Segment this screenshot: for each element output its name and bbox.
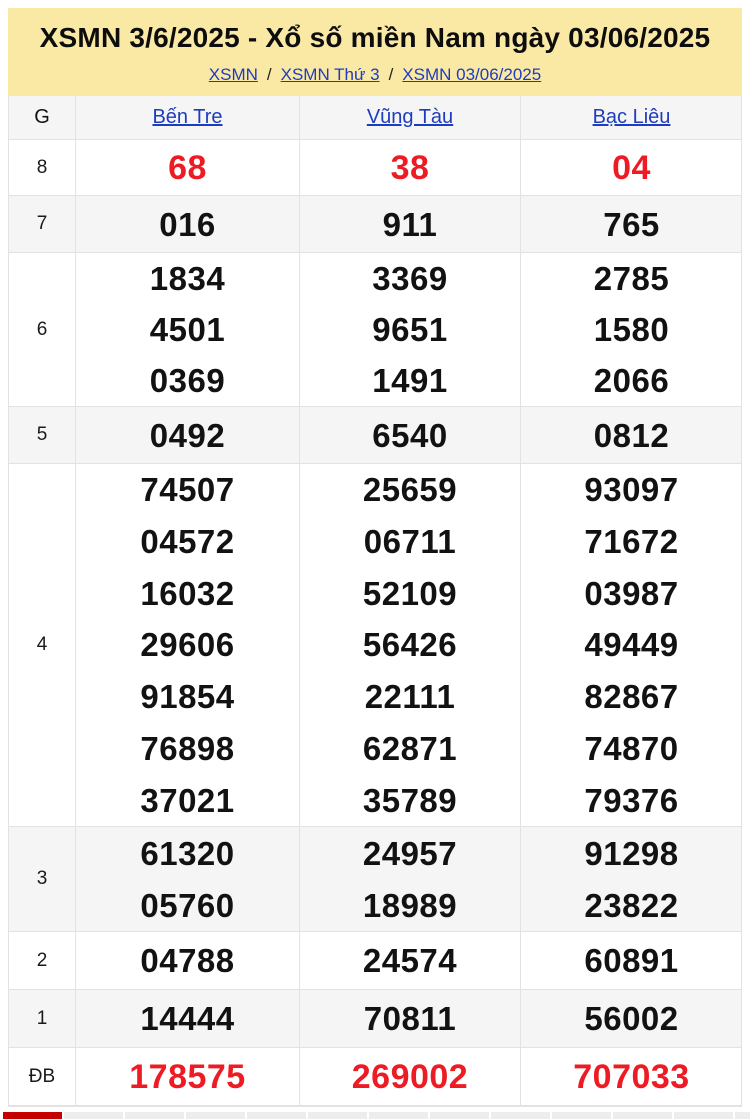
- result-number: 9651: [372, 311, 448, 348]
- prize-label: 7: [9, 196, 76, 252]
- prize-row-db: [9, 1048, 741, 1106]
- prize-label: 2: [9, 932, 76, 989]
- result-number: 70811: [363, 1000, 457, 1037]
- digit-tab[interactable]: [552, 1112, 611, 1119]
- result-number: 56426: [362, 626, 458, 664]
- digit-tab[interactable]: [674, 1112, 733, 1119]
- result-number: 91854: [140, 678, 235, 716]
- result-number: 74507: [140, 471, 235, 509]
- prize-row-3: [9, 827, 741, 932]
- result-number: 60891: [584, 942, 679, 979]
- digit-tab[interactable]: [186, 1112, 245, 1119]
- prize-label: 4: [9, 464, 76, 826]
- digit-tab[interactable]: [247, 1112, 306, 1119]
- result-number: 178575: [129, 1057, 246, 1096]
- results-table: [8, 96, 742, 1107]
- column-link-ben-tre[interactable]: Bến Tre: [152, 106, 223, 128]
- result-number: 76898: [140, 729, 235, 767]
- digit-tab[interactable]: [308, 1112, 367, 1119]
- page-title: XSMN 3/6/2025 - Xổ số miền Nam ngày 03/06/2025: [39, 21, 711, 53]
- result-number: 765: [603, 205, 660, 243]
- result-number: 82867: [584, 678, 679, 716]
- breadcrumb-link-xsmn-thu-3[interactable]: XSMN Thứ 3: [280, 64, 380, 84]
- result-number: 93097: [584, 471, 679, 509]
- result-number: 56002: [584, 1000, 679, 1037]
- prize-row-2: [9, 932, 741, 990]
- corner-g-label: G: [9, 96, 76, 139]
- result-number: 91298: [584, 834, 679, 872]
- result-number: 79376: [584, 781, 679, 819]
- result-number: 911: [382, 205, 438, 243]
- prize-row-6: [9, 253, 741, 407]
- result-number: 14444: [140, 1000, 235, 1037]
- result-number: 04: [612, 148, 651, 187]
- result-number: 74870: [584, 729, 679, 767]
- prize-row-5: [9, 407, 741, 464]
- result-number: 61320: [140, 834, 235, 872]
- result-number: 04572: [140, 523, 235, 561]
- result-number: 52109: [362, 574, 458, 612]
- result-number: 25659: [362, 471, 458, 509]
- result-number: 38: [390, 148, 430, 187]
- table-header-row: [9, 96, 741, 140]
- prize-row-8: [9, 140, 741, 196]
- digit-tab[interactable]: [64, 1112, 123, 1119]
- result-number: 16032: [140, 574, 235, 612]
- result-number: 03987: [584, 574, 679, 612]
- breadcrumb-separator: /: [266, 64, 272, 84]
- result-number: 1834: [149, 260, 226, 297]
- breadcrumb-separator: /: [388, 64, 394, 84]
- digit-tab-active[interactable]: [3, 1112, 62, 1119]
- result-number: 35789: [362, 781, 458, 819]
- result-number: 016: [159, 205, 216, 243]
- result-number: 1491: [372, 362, 448, 399]
- result-number: 04788: [140, 942, 235, 979]
- result-number: 0369: [149, 362, 226, 399]
- result-number: 49449: [584, 626, 679, 664]
- result-number: 24957: [362, 834, 458, 872]
- prize-label: 5: [9, 407, 76, 463]
- result-number: 0492: [149, 416, 226, 454]
- prize-label: 1: [9, 990, 76, 1047]
- result-number: 707033: [573, 1057, 690, 1096]
- result-number: 6540: [372, 416, 448, 454]
- digit-tab[interactable]: [125, 1112, 184, 1119]
- column-link-bac-lieu[interactable]: Bạc Liêu: [592, 106, 671, 128]
- result-number: 23822: [584, 886, 679, 924]
- breadcrumb-link-xsmn-date[interactable]: XSMN 03/06/2025: [402, 64, 542, 84]
- title-banner: [8, 8, 742, 96]
- digit-tab[interactable]: [613, 1112, 672, 1119]
- result-number: 24574: [362, 942, 458, 979]
- result-number: 62871: [362, 729, 458, 767]
- result-number: 3369: [372, 260, 448, 297]
- breadcrumb: [209, 65, 541, 85]
- result-number: 0812: [593, 416, 670, 454]
- digit-tab[interactable]: [430, 1112, 489, 1119]
- result-number: 269002: [351, 1057, 469, 1096]
- result-number: 06711: [363, 523, 457, 561]
- prize-label: 6: [9, 253, 76, 406]
- prize-label: ĐB: [9, 1048, 76, 1105]
- result-number: 2785: [593, 260, 670, 297]
- result-number: 2066: [593, 362, 670, 399]
- result-number: 18989: [362, 886, 458, 924]
- digit-tab[interactable]: [369, 1112, 428, 1119]
- result-number: 68: [168, 148, 207, 187]
- result-number: 05760: [140, 886, 235, 924]
- column-link-vung-tau[interactable]: Vũng Tàu: [366, 106, 454, 128]
- prize-label: 8: [9, 140, 76, 195]
- prize-row-4: [9, 464, 741, 827]
- result-number: 22111: [364, 678, 456, 716]
- prize-label: 3: [9, 827, 76, 931]
- result-number: 1580: [593, 311, 670, 348]
- breadcrumb-link-xsmn[interactable]: XSMN: [208, 64, 258, 84]
- prize-row-7: [9, 196, 741, 253]
- result-number: 37021: [140, 781, 235, 819]
- prize-row-1: [9, 990, 741, 1048]
- result-number: 29606: [140, 626, 235, 664]
- result-number: 71672: [584, 523, 679, 561]
- digit-tab[interactable]: [735, 1112, 750, 1119]
- digit-tab[interactable]: [491, 1112, 550, 1119]
- digit-tab-strip: [3, 1112, 750, 1119]
- result-number: 4501: [149, 311, 226, 348]
